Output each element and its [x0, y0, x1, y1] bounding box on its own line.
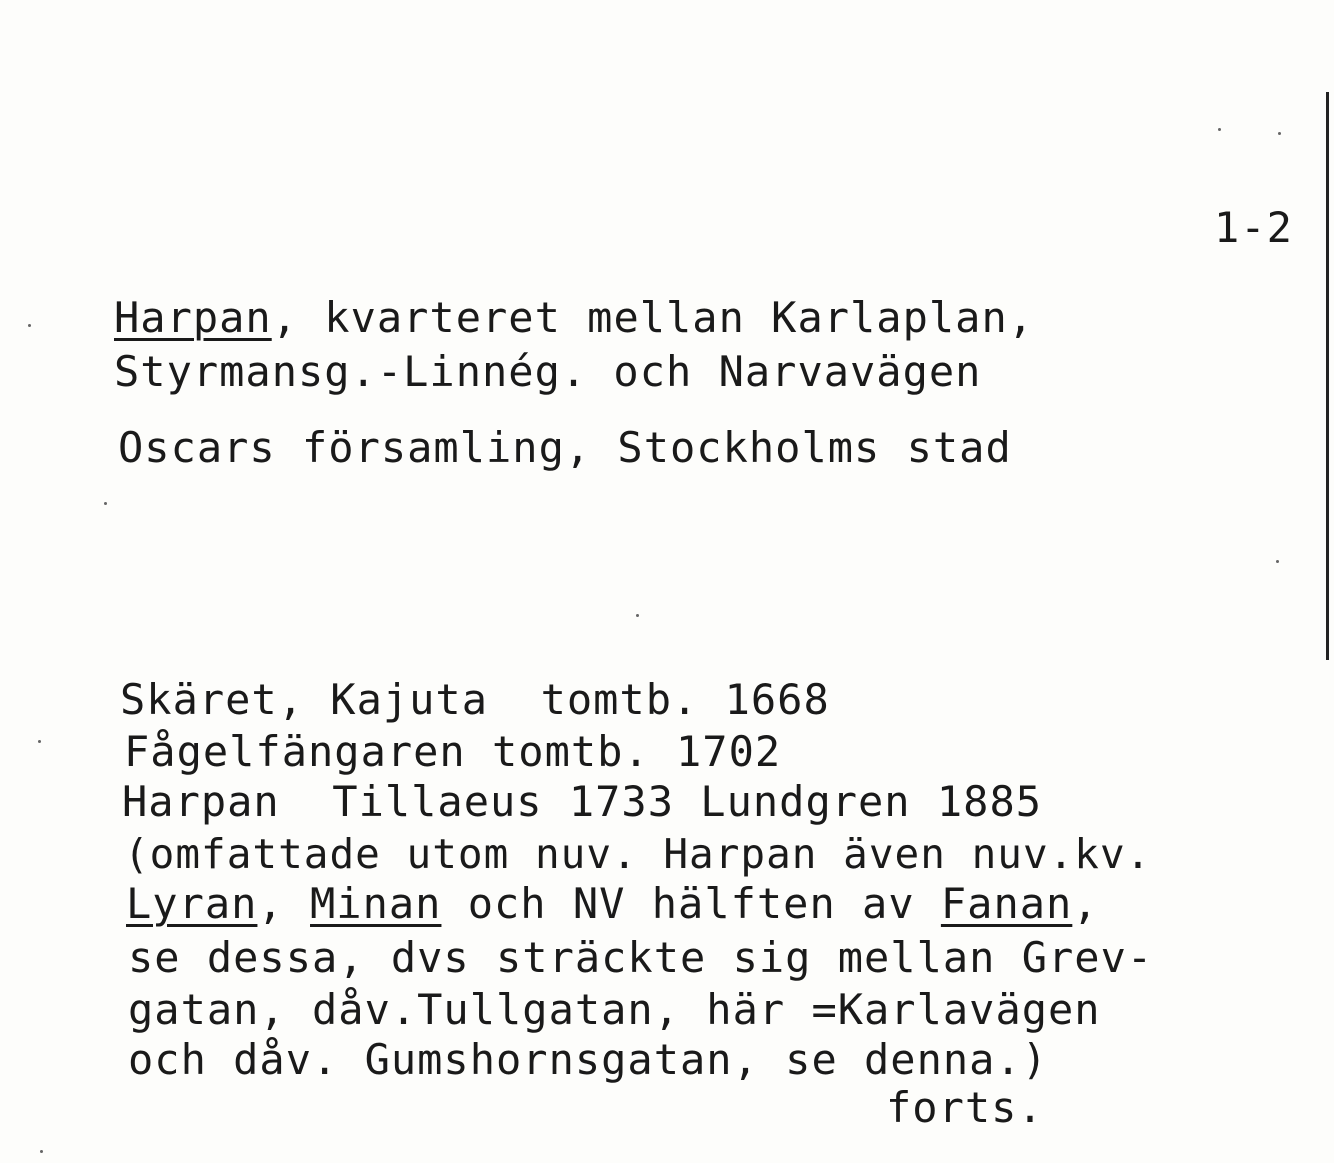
block-name-harpan: Harpan: [114, 293, 272, 342]
header-line-1-rest: , kvarteret mellan Karlaplan,: [271, 293, 1035, 342]
paper-speck: [636, 614, 639, 617]
block-name-lyran: Lyran: [126, 879, 258, 928]
paper-speck: [40, 1150, 43, 1153]
paper-speck: [1276, 560, 1279, 563]
body-line-8: och dåv. Gumshornsgatan, se denna.): [128, 1035, 1049, 1084]
header-line-3: Oscars församling, Stockholms stad: [118, 423, 1012, 472]
block-name-minan: Minan: [310, 879, 442, 928]
body-line-2: Fågelfängaren tomtb. 1702: [124, 727, 782, 776]
body-line-7: gatan, dåv.Tullgatan, här =Karlavägen: [128, 985, 1101, 1034]
header-line-1: [114, 294, 1034, 342]
card-edge-line: [1326, 92, 1329, 660]
body-line-9: forts.: [886, 1083, 1044, 1132]
block-name-fanan: Fanan: [940, 879, 1073, 928]
body-line-3: Harpan Tillaeus 1733 Lundgren 1885: [122, 777, 1043, 826]
card-number: 1-2: [1214, 203, 1293, 252]
paper-speck: [28, 324, 31, 327]
body-line-4: (omfattade utom nuv. Harpan även nuv.kv.: [124, 830, 1152, 878]
paper-speck: [38, 740, 41, 743]
body-line-6: se dessa, dvs sträckte sig mellan Grev-: [128, 933, 1154, 982]
paper-speck: [104, 502, 107, 505]
header-line-2: Styrmansg.-Linnég. och Narvavägen: [114, 347, 982, 396]
paper-speck: [1278, 132, 1281, 135]
body-line-5: Lyran, Minan och NV hälften av Fanan,: [126, 879, 1099, 928]
paper-speck: [1218, 128, 1221, 131]
body-line-1: Skäret, Kajuta tomtb. 1668: [120, 675, 830, 724]
